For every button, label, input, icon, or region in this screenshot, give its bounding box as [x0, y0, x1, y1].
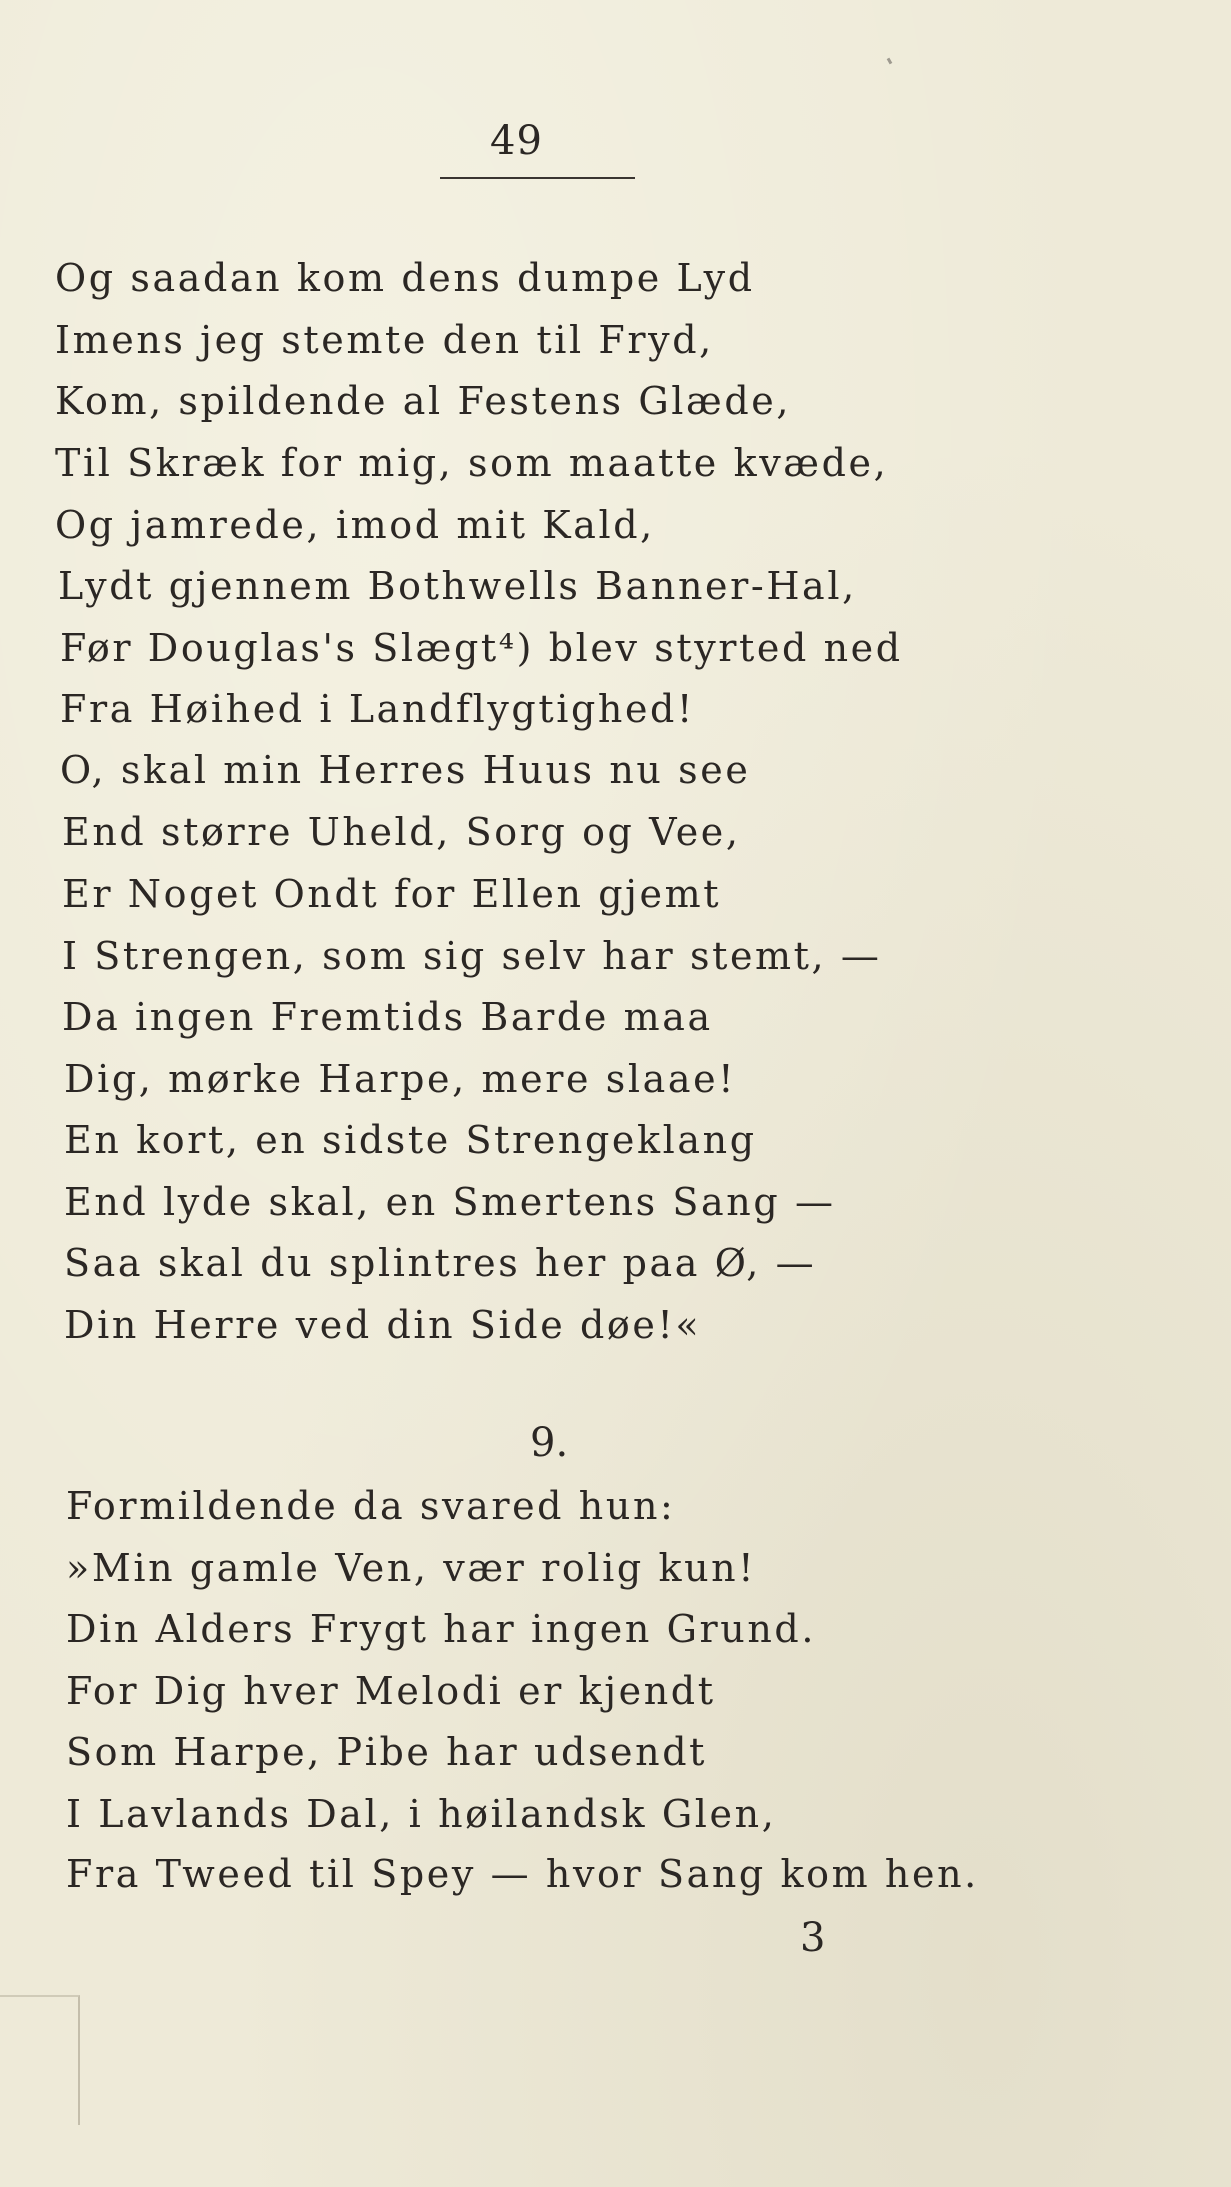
page-number: 49	[490, 118, 543, 164]
verse-line: Din Alders Frygt har ingen Grund.	[66, 1607, 817, 1651]
verse-line: Før Douglas's Slægt⁴) blev styrted ned	[60, 626, 903, 670]
verse-line: End lyde skal, en Smertens Sang —	[64, 1180, 836, 1224]
verse-line: For Dig hver Melodi er kjendt	[66, 1669, 716, 1713]
section-number: 9.	[530, 1420, 569, 1466]
verse-line: Og jamrede, imod mit Kald,	[55, 503, 655, 547]
verse-line: I Strengen, som sig selv har stemt, —	[62, 934, 882, 978]
verse-line: I Lavlands Dal, i høilandsk Glen,	[66, 1792, 777, 1836]
header-rule	[440, 177, 635, 179]
verse-line: Imens jeg stemte den til Fryd,	[55, 318, 714, 362]
verse-line: Formildende da svared hun:	[66, 1484, 676, 1528]
verse-line: Til Skræk for mig, som maatte kvæde,	[55, 441, 889, 485]
verse-line: End større Uheld, Sorg og Vee,	[62, 810, 741, 854]
paper-speck	[887, 58, 893, 65]
verse-line: Din Herre ved din Side døe!«	[64, 1303, 702, 1347]
verse-line: Saa skal du splintres her paa Ø, —	[64, 1241, 817, 1285]
verse-line: Kom, spildende al Festens Glæde,	[55, 379, 792, 423]
verse-line: Da ingen Fremtids Barde maa	[62, 995, 713, 1039]
verse-line: En kort, en sidste Strengeklang	[64, 1118, 757, 1162]
signature-mark: 3	[800, 1915, 826, 1961]
page-edge-shadow	[0, 1995, 80, 2125]
verse-line: Er Noget Ondt for Ellen gjemt	[62, 872, 722, 916]
verse-line: Dig, mørke Harpe, mere slaae!	[64, 1057, 737, 1101]
verse-line: Som Harpe, Pibe har udsendt	[66, 1730, 707, 1774]
verse-line: »Min gamle Ven, vær rolig kun!	[66, 1546, 757, 1590]
verse-line: Fra Tweed til Spey — hvor Sang kom hen.	[66, 1852, 979, 1896]
verse-line: Fra Høihed i Landflygtighed!	[60, 687, 695, 731]
verse-line: O, skal min Herres Huus nu see	[60, 748, 751, 792]
verse-line: Lydt gjennem Bothwells Banner-Hal,	[58, 564, 857, 608]
verse-line: Og saadan kom dens dumpe Lyd	[55, 256, 755, 300]
